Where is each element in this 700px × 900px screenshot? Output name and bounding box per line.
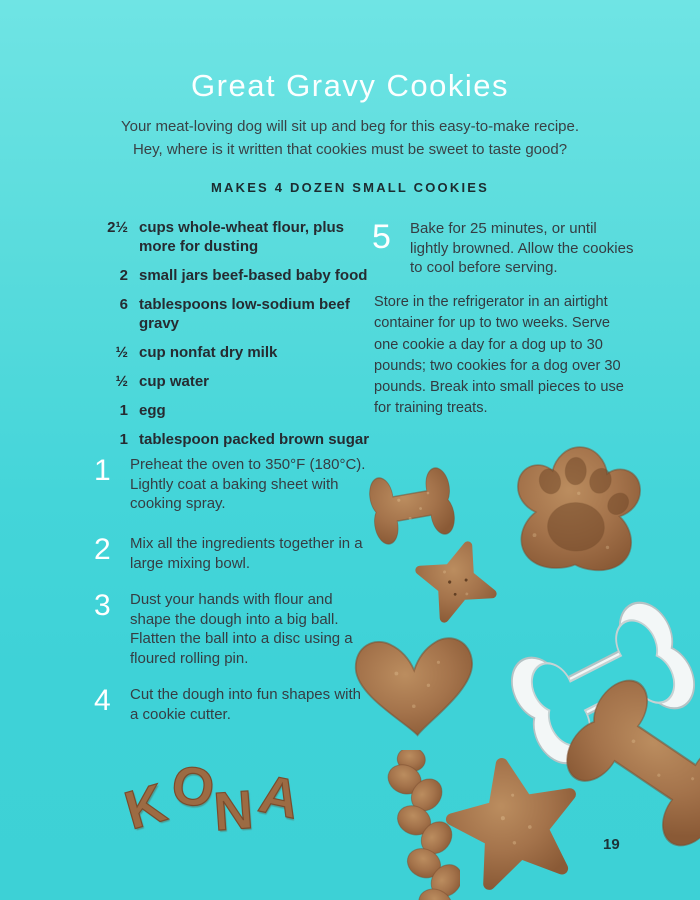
ingredient-text: tablespoon packed brown sugar — [139, 431, 370, 449]
page-number: 19 — [603, 836, 620, 853]
step-text: Dust your hands with flour and shape the dough into a big ball. Flatten the ball into a disc using a floured rolling pin. — [130, 591, 353, 667]
step-number: 3 — [94, 589, 111, 622]
step-text: Bake for 25 minutes, or until lightly browned. Allow the cookies to cool before serving. — [410, 220, 634, 276]
ingredient-qty: 1 — [119, 402, 128, 420]
step-2 — [94, 534, 366, 573]
braided-stick-cookie — [340, 750, 460, 900]
ingredient-text: cup water — [139, 373, 210, 391]
dog-name-letter-n: N — [211, 779, 256, 843]
dog-name-letter-o: O — [168, 754, 218, 820]
ingredient-item — [78, 430, 382, 449]
ingredient-item — [78, 401, 382, 420]
dog-name-letter-a: A — [254, 763, 305, 831]
ingredient-item — [78, 343, 382, 362]
ingredient-item — [78, 295, 382, 333]
ingredient-qty: 2 — [119, 267, 128, 285]
step-text: Preheat the oven to 350°F (180°C). Lightly coat a baking sheet with cooking spray. — [130, 456, 366, 512]
ingredients-list — [78, 218, 382, 459]
ingredient-qty: 1 — [119, 431, 128, 449]
ingredient-qty: 6 — [119, 296, 128, 314]
ingredient-text: tablespoons low-sodium beef gravy — [139, 296, 350, 333]
step-text: Mix all the ingredients together in a large mixing bowl. — [130, 535, 363, 572]
ingredient-text: small jars beef-based baby food — [139, 267, 368, 285]
intro-line-1: Your meat-loving dog will sit up and beg for this easy-to-make recipe. — [120, 118, 579, 135]
step-5 — [372, 219, 634, 278]
ingredient-text: cups whole-wheat flour, plus more for dusting — [139, 219, 345, 256]
ingredient-item — [78, 266, 382, 285]
step-number: 5 — [372, 218, 391, 256]
step-number: 1 — [94, 454, 111, 487]
yield-line: MAKES 4 DOZEN SMALL COOKIES — [210, 180, 489, 195]
ingredient-qty: ½ — [115, 373, 128, 391]
ingredient-qty: 2½ — [107, 219, 128, 236]
step-3 — [94, 590, 370, 668]
intro-line-2: Hey, where is it written that cookies must be sweet to taste good? — [132, 140, 568, 158]
step-number: 4 — [94, 684, 111, 717]
five-point-star-cookie — [440, 752, 590, 900]
step-number: 2 — [94, 533, 111, 566]
step-text: Cut the dough into fun shapes with a cookie cutter. — [130, 686, 361, 723]
ingredient-qty: ½ — [115, 344, 128, 362]
intro-text — [0, 116, 700, 161]
step-4 — [94, 685, 366, 724]
storage-note: Store in the refrigerator in an airtight container for up to two weeks. Serve one cookie a day for a dog up to 30 pounds; two cookies for a dog over 30 pounds. Break into small pieces to use for training treats. — [374, 294, 624, 417]
dog-name-letter-k: K — [118, 772, 173, 842]
ingredient-text: egg — [139, 402, 166, 420]
four-point-star-cookie — [408, 534, 504, 630]
paw-print-cookie — [508, 438, 648, 578]
page-title: Great Gravy Cookies — [191, 68, 509, 103]
heart-cookie — [354, 628, 476, 744]
ingredient-item — [78, 218, 382, 256]
ingredient-item — [78, 372, 382, 391]
step-1 — [94, 455, 366, 514]
ingredient-text: cup nonfat dry milk — [139, 344, 278, 362]
